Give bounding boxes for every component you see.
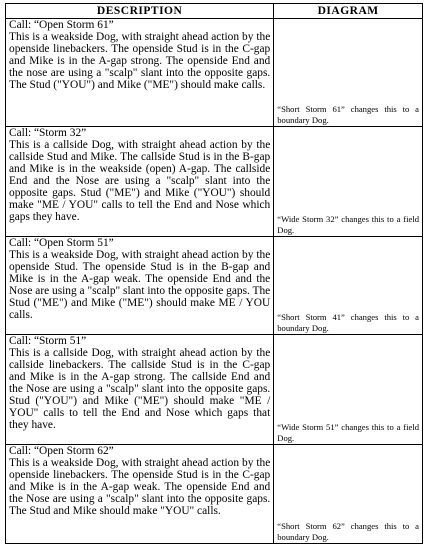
header-row xyxy=(6,4,423,19)
diagram-cell: “Short Storm 61” changes this to a boundary Dog. xyxy=(274,19,423,127)
description-text: This is a weakside Dog, with straight ahead action by the openside Stud. The openside Stud is in the B-gap and Mike is in the A-gap weak. The openside End and the Nose are using a "scalp" slant into the opposite gaps. The Stud ("ME") and Mike ("ME") should make ME / YOU calls. xyxy=(9,249,271,322)
description-cell xyxy=(6,237,274,335)
call-name: Call: “Storm 51” xyxy=(9,335,87,347)
description-cell xyxy=(6,445,274,544)
description-text: This is a weakside Dog, with straight ahead action by the openside linebackers. The openside Stud is in the C-gap and Mike is in the A-gap weak. The openside End and the Nose are using a "scalp" slant into the opposite gaps. The Stud and Mike should make "YOU" calls. xyxy=(9,457,271,518)
play-description-table xyxy=(5,3,423,544)
table-row xyxy=(6,19,423,127)
description-text: This is a callside Dog, with straight ahead action by the callside Stud and Mike. The callside Stud is in the B-gap and Mike is in the weakside (open) A-gap. The callside End and the Nose are using a "scalp" slant into the opposite gaps. Stud ("ME") and Mike ("YOU") should make "ME / YOU" calls to tell the End and Nose which gaps they have. xyxy=(9,139,271,224)
description-cell xyxy=(6,335,274,445)
diagram-cell: “Short Storm 41” changes this to a boundary Dog. xyxy=(274,237,423,335)
description-text: This is a weakside Dog, with straight ahead action by the openside linebackers. The openside Stud is in the C-gap and Mike is in the A-gap strong. The openside End and the nose are using a "scalp" slant into the opposite gaps. The Stud ("YOU") and Mike ("ME") should make calls. xyxy=(9,31,271,92)
table-row xyxy=(6,335,423,445)
diagram-cell: “Short Storm 62” changes this to a boundary Dog. xyxy=(274,445,423,544)
call-name: Call: “Open Storm 51” xyxy=(9,237,114,249)
table-row xyxy=(6,237,423,335)
table-row xyxy=(6,445,423,544)
call-name: Call: “Open Storm 62” xyxy=(9,445,114,457)
call-name: Call: “Open Storm 61” xyxy=(9,19,114,31)
description-cell xyxy=(6,127,274,237)
diagram-cell: “Wide Storm 51” changes this to a field Dog. xyxy=(274,335,423,445)
diagram-cell: “Wide Storm 32” changes this to a field Dog. xyxy=(274,127,423,237)
diagram-header: DIAGRAM xyxy=(274,4,423,19)
table-row xyxy=(6,127,423,237)
description-cell xyxy=(6,19,274,127)
call-name: Call: “Storm 32” xyxy=(9,127,87,139)
description-text: This is a callside Dog, with straight ahead action by the callside linebackers. The callside Stud is in the C-gap and Mike is in the A-gap strong. The callside End and the Nose are using a "scalp" slant into the opposite gaps. Stud ("YOU") and Mike ("ME") should make "ME / YOU" calls to tell the End and Nose which gaps that they have. xyxy=(9,347,271,432)
description-header: DESCRIPTION xyxy=(6,4,274,19)
